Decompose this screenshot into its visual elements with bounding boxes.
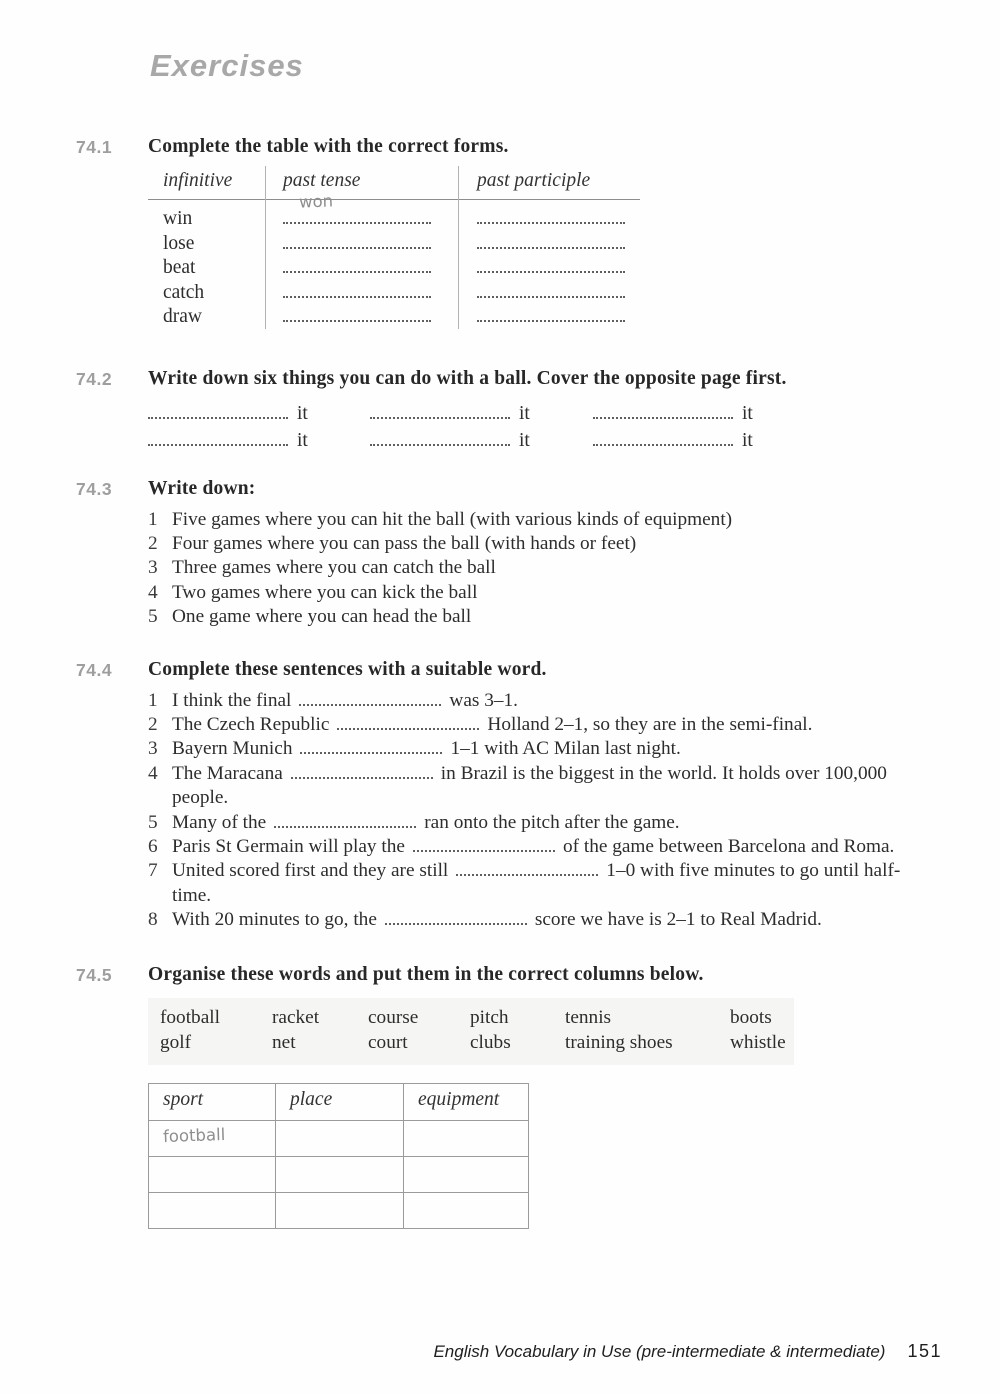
sentence-before: Bayern Munich (172, 738, 293, 760)
sentence-text (172, 762, 930, 811)
exercise-number: 74.3 (76, 478, 113, 499)
blank-word: it (297, 429, 308, 451)
word-bank-item: course (368, 1006, 419, 1028)
blank-line (283, 218, 431, 224)
item-number: 5 (148, 811, 158, 833)
table-column-divider (458, 166, 459, 329)
word-bank-item: training shoes (565, 1031, 673, 1053)
word-bank-item: tennis (565, 1006, 612, 1028)
table-row (148, 233, 640, 258)
word-bank-item: whistle (730, 1031, 786, 1053)
column-header-infinitive: infinitive (163, 170, 233, 191)
exercise-instruction: Organise these words and put them in the correct columns below. (148, 963, 704, 985)
column-header-place: place (275, 1084, 403, 1120)
item-number: 3 (148, 738, 158, 760)
table-cell (275, 1120, 403, 1156)
sentence-before: I think the final (172, 689, 292, 711)
blank-line (477, 267, 625, 273)
sentence-after: was 3–1. (449, 689, 518, 711)
verb-forms-table (148, 170, 640, 331)
column-header-equipment: equipment (403, 1084, 528, 1120)
sentence-text (172, 689, 930, 713)
list-item (148, 508, 930, 532)
blank-line (148, 440, 288, 446)
item-number: 8 (148, 909, 158, 931)
table-cell (403, 1156, 528, 1192)
verb-infinitive: draw (163, 306, 202, 327)
blank-line (477, 218, 625, 224)
answer-blank (370, 430, 593, 452)
exercise-74-1 (0, 136, 1000, 331)
sentence-after: 1–0 with five minutes to go until half-time. (172, 860, 901, 906)
item-number: 5 (148, 606, 158, 628)
word-bank (148, 998, 794, 1065)
sentence-text (172, 908, 930, 932)
item-text: Five games where you can hit the ball (with various kinds of equipment) (172, 508, 733, 530)
blank-word: it (519, 402, 530, 424)
sentence-before: The Czech Republic (172, 713, 330, 735)
page-footer (433, 1341, 942, 1362)
column-header-sport: sport (163, 1088, 204, 1110)
item-number: 6 (148, 835, 158, 857)
past-tense-cell (265, 191, 458, 230)
table-cell (275, 1156, 403, 1192)
handwritten-answer: won (298, 191, 334, 212)
sentence-text (172, 713, 930, 737)
sentence-item (148, 689, 930, 713)
past-tense-cell (265, 282, 458, 304)
sentence-before: With 20 minutes to go, the (172, 909, 377, 931)
blank-word: it (742, 402, 753, 424)
item-text: Two games where you can kick the ball (172, 581, 478, 603)
table-cell (403, 1192, 528, 1228)
word-bank-item: court (368, 1031, 408, 1053)
sort-table (148, 1083, 529, 1229)
blank-line (283, 292, 431, 298)
blank-line (477, 316, 625, 322)
word-bank-item: golf (160, 1031, 192, 1053)
page-title: Exercises (150, 48, 304, 83)
list-item (148, 605, 930, 629)
numbered-list (148, 689, 930, 933)
sentence-item (148, 859, 930, 908)
exercise-instruction: Write down six things you can do with a ball. Cover the opposite page first. (148, 367, 787, 389)
blank-line (337, 724, 479, 730)
handwritten-answer: football (162, 1124, 226, 1146)
sentence-item (148, 908, 930, 932)
verb-infinitive: beat (163, 257, 196, 278)
column-header-past-participle: past participle (477, 170, 591, 191)
past-tense-cell (265, 306, 458, 328)
table-row (148, 306, 640, 331)
item-text: Four games where you can pass the ball (with hands or feet) (172, 532, 637, 554)
column-header-past-tense: past tense (283, 170, 361, 191)
table-header-row (148, 170, 640, 200)
answer-blank (370, 403, 593, 425)
sentence-before: Many of the (172, 811, 267, 833)
blank-line (300, 748, 442, 754)
item-number: 1 (148, 689, 158, 711)
table-cell (403, 1120, 528, 1156)
exercise-instruction: Complete the table with the correct forms. (148, 136, 509, 157)
blank-line (370, 440, 510, 446)
word-bank-item: racket (272, 1006, 320, 1028)
item-number: 4 (148, 581, 158, 603)
sentence-item (148, 737, 930, 761)
sentence-item (148, 835, 930, 859)
word-bank-item: pitch (470, 1006, 509, 1028)
item-number: 3 (148, 557, 158, 579)
sentence-before: United scored first and they are still (172, 860, 449, 882)
sentence-after: score we have is 2–1 to Real Madrid. (534, 909, 822, 931)
past-participle-cell (458, 282, 640, 304)
sentence-text (172, 811, 930, 835)
item-number: 7 (148, 860, 158, 882)
verb-infinitive: lose (163, 232, 195, 254)
sentence-after: 1–1 with AC Milan last night. (450, 738, 681, 760)
sentence-after: Holland 2–1, so they are in the semi-final. (487, 713, 813, 735)
exercise-number: 74.5 (76, 964, 113, 985)
sentence-after: in Brazil is the biggest in the world. It holds over 100,000 people. (172, 762, 887, 809)
exercise-74-2 (0, 368, 1000, 452)
sentence-after: of the game between Barcelona and Roma. (562, 835, 895, 857)
table-cell (149, 1156, 275, 1192)
table-cell (275, 1192, 403, 1228)
exercise-number: 74.2 (76, 368, 113, 389)
sentence-text (172, 859, 930, 908)
blank-line (299, 700, 441, 706)
past-tense-cell (265, 257, 458, 279)
sentence-item (148, 811, 930, 835)
table-cell (149, 1192, 275, 1228)
blank-line (477, 292, 625, 298)
answer-blank (593, 430, 930, 452)
item-number: 2 (148, 713, 158, 735)
answer-blank (148, 403, 370, 425)
past-participle-cell (458, 306, 640, 328)
verb-infinitive: win (163, 208, 193, 229)
past-participle-cell (458, 208, 640, 230)
sentence-text (172, 737, 930, 761)
exercise-number: 74.4 (76, 659, 113, 680)
answer-blanks-grid (148, 403, 930, 452)
sentence-after: ran onto the pitch after the game. (424, 811, 680, 833)
word-bank-item: boots (730, 1006, 772, 1028)
blank-line (274, 822, 416, 828)
item-text: One game where you can head the ball (172, 606, 472, 628)
numbered-list (148, 508, 930, 630)
item-number: 2 (148, 532, 158, 554)
table-row (148, 191, 640, 233)
word-bank-item: football (160, 1006, 220, 1028)
verb-infinitive: catch (163, 281, 205, 303)
blank-word: it (519, 429, 530, 451)
blank-line (370, 413, 510, 419)
table-row (148, 282, 640, 307)
exercise-74-3 (0, 478, 1000, 630)
past-participle-cell (458, 257, 640, 279)
list-item (148, 581, 930, 605)
item-number: 4 (148, 762, 158, 784)
item-text: Three games where you can catch the ball (172, 557, 496, 579)
blank-word: it (742, 429, 753, 451)
blank-line (283, 267, 431, 273)
sentence-item (148, 713, 930, 737)
blank-line (385, 919, 527, 925)
answer-blank (148, 430, 370, 452)
exercise-74-5 (0, 964, 1000, 1229)
sentence-item (148, 762, 930, 811)
blank-line (593, 413, 733, 419)
sentence-text (172, 835, 930, 859)
blank-line (291, 773, 433, 779)
blank-word: it (297, 402, 308, 424)
past-tense-cell (265, 233, 458, 255)
past-participle-cell (458, 233, 640, 255)
word-bank-item: net (272, 1031, 296, 1053)
sentence-before: The Maracana (172, 762, 283, 784)
blank-line (593, 440, 733, 446)
table-row (148, 257, 640, 282)
list-item (148, 556, 930, 580)
list-item (148, 532, 930, 556)
book-title: English Vocabulary in Use (pre-intermediate & intermediate) (433, 1342, 886, 1361)
answer-blank (593, 403, 930, 425)
exercise-instruction: Write down: (148, 477, 256, 499)
sentence-before: Paris St Germain will play the (172, 835, 405, 857)
blank-line (413, 846, 555, 852)
exercise-74-4 (0, 659, 1000, 933)
page-number: 151 (907, 1341, 942, 1361)
exercise-instruction: Complete these sentences with a suitable word. (148, 658, 547, 680)
blank-line (477, 243, 625, 249)
blank-line (456, 870, 598, 876)
item-number: 1 (148, 508, 158, 530)
exercise-number: 74.1 (76, 137, 113, 157)
table-cell (149, 1120, 275, 1156)
blank-line (283, 316, 431, 322)
word-bank-item: clubs (470, 1031, 511, 1053)
blank-line (148, 413, 288, 419)
blank-line (283, 243, 431, 249)
